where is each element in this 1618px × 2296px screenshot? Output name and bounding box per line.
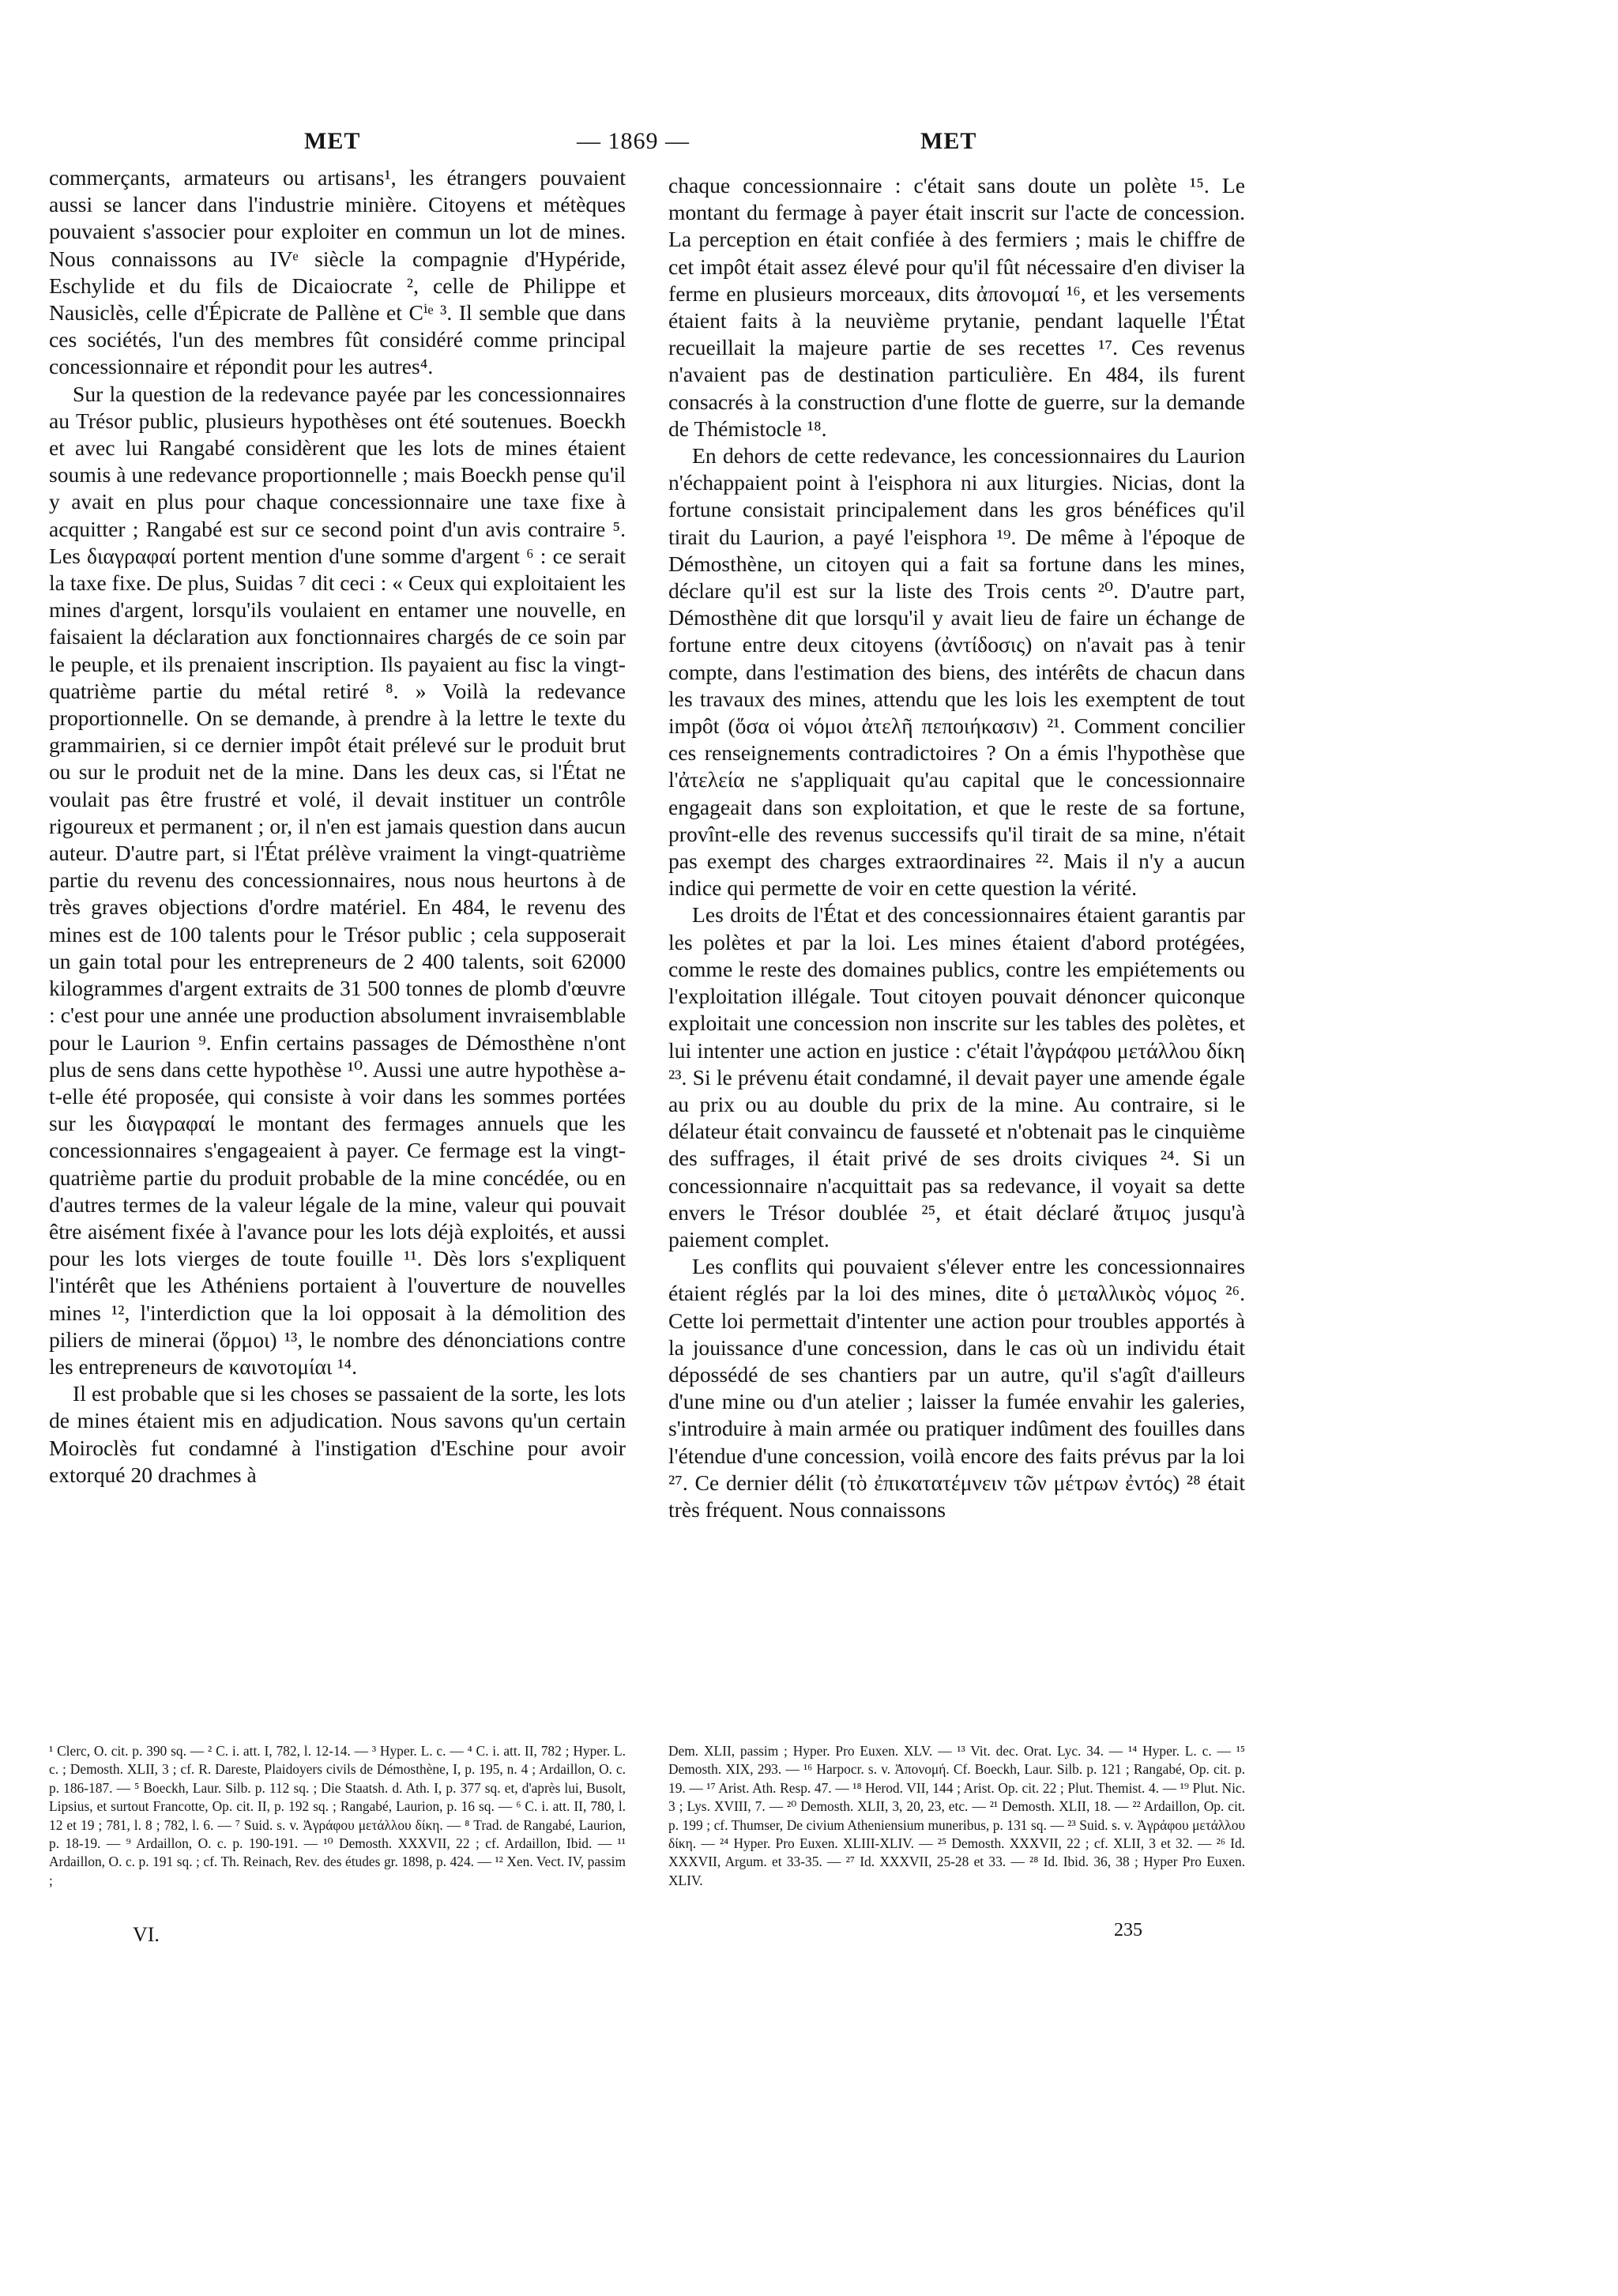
page-number-header: — 1869 — [577, 128, 690, 154]
running-head-left: MET [304, 128, 361, 154]
running-head-right: MET [920, 128, 977, 154]
paragraph: Sur la question de la redevance payée par les concessionnaires au Trésor public, plusieurs hypothèses ont été soutenues. Boeckh et avec lui Rangabé considèrent que les lots de mines étaient soumis à une redevance proportionnelle ; mais Boeckh pense qu'il y avait en plus pour chaque concessionnaire une taxe fixe à acquitter ; Rangabé est sur ce second point d'un avis contraire ⁵. Les διαγραφαί portent mention d'une somme d'argent ⁶ : ce serait la taxe fixe. De plus, Suidas ⁷ dit ceci : « Ceux qui exploitaient les mines d'argent, lorsqu'ils voulaient en entamer une nouvelle, en faisaient la déclaration aux fonctionnaires chargés de ce soin par le peuple, et ils prenaient inscription. Ils payaient au fisc la vingt-quatrième partie du métal retiré ⁸. » Voilà la redevance proportionnelle. On se demande, à prendre à la lettre le texte du grammairien, si ce dernier impôt était prélevé sur le produit brut ou sur le produit net de la mine. Dans les deux cas, si l'État ne voulait pas être frustré et volé, il devait instituer un contrôle rigoureux et permanent ; or, il n'en est jamais question dans aucun auteur. D'autre part, si l'État prélève vraiment la vingt-quatrième partie du revenu des concessionnaires, nous nous heurtons à de très graves objections d'ordre matériel. En 484, le revenu des mines est de 100 talents pour le Trésor public ; cela supposerait un gain total pour les entrepreneurs de 2 400 talents, soit 62000 kilogrammes d'argent extraits de 31 500 tonnes de plomb d'œuvre : c'est pour une année une production absolument invraisemblable pour le Laurion ⁹. Enfin certains passages de Démosthène n'ont plus de sens dans cette hypothèse ¹⁰. Aussi une autre hypothèse a-t-elle été proposée, qui consiste à voir dans les sommes portées sur les διαγραφαί le montant des fermages annuels que les concessionnaires s'engageaient à payer. Ce fermage est la vingt-quatrième partie du produit probable de la mine concédée, ou en d'autres termes de la valeur légale de la mine, valeur qui pouvait être aisément fixée à l'avance pour les lots déjà exploités, et aussi pour les lots vierges de toute fouille ¹¹. Dès lors s'expliquent l'intérêt que les Athéniens portaient à l'ouverture de nouvelles mines ¹², l'interdiction que la loi opposait à la démolition des piliers de minerai (ὅρμοι) ¹³, le nombre des dénonciations contre les entrepreneurs de καινοτομίαι ¹⁴. [49, 381, 626, 1379]
paragraph: Il est probable que si les choses se passaient de la sorte, les lots de mines étaient mis en adjudication. Nous savons qu'un certain Moiroclès fut condamné à l'instigation d'Eschine pour avoir extorqué 20 drachmes à [49, 1381, 626, 1487]
sheet-number: 235 [1114, 1920, 1142, 1940]
paragraph: Les droits de l'État et des concessionnaires étaient garantis par les polètes et par la loi. Les mines étaient d'abord protégées, comme le reste des domaines publics, contre les empiétements ou l'exploitation illégale. Tout citoyen pouvait dénoncer quiconque exploitait une concession non inscrite sur les tables des polètes, et lui intenter une action en justice : c'était l'ἀγράφου μετάλλου δίκη ²³. Si le prévenu était condamné, il devait payer une amende égale au prix ou au double du prix de la mine. Au contraire, si le délateur était convaincu de fausseté et n'obtenait pas le cinquième des suffrages, il était privé de ses droits civiques ²⁴. Si un concessionnaire n'acquittait pas sa redevance, il voyait sa dette envers le Trésor doublée ²⁵, et était déclaré ἄτιμος jusqu'à paiement complet. [668, 902, 1245, 1252]
volume-signature: VI. [133, 1923, 160, 1946]
footnotes-left: ¹ Clerc, O. cit. p. 390 sq. — ² C. i. att. I, 782, l. 12-14. — ³ Hyper. L. c. — ⁴ C. i. att. II, 782 ; Hyper. L. c. ; Demosth. XLII, 3 ; cf. R. Dareste, Plaidoyers civils de Démosthène, I, p. 195, n. 4 ; Ardaillon, O. c. p. 186-187. — ⁵ Boeckh, Laur. Silb. p. 112 sq. ; Die Staatsh. d. Ath. I, p. 377 sq. et, d'après lui, Busolt, Lipsius, et surtout Francotte, Op. cit. II, p. 192 sq. ; Rangabé, Laurion, p. 16 sq. — ⁶ C. i. att. II, 780, l. 12 et 19 ; 781, l. 8 ; 782, l. 6. — ⁷ Suid. s. v. Ἀγράφου μετάλλου δίκη. — ⁸ Trad. de Rangabé, Laurion, p. 18-19. — ⁹ Ardaillon, O. c. p. 190-191. — ¹⁰ Demosth. XXXVII, 22 ; cf. Ardaillon, Ibid. — ¹¹ Ardaillon, O. c. p. 191 sq. ; cf. Th. Reinach, Rev. des études gr. 1898, p. 424. — ¹² Xen. Vect. IV, passim ; [49, 1743, 626, 1888]
paragraph: Les conflits qui pouvaient s'élever entre les concessionnaires étaient réglés par la loi des mines, dite ὁ μεταλλικὸς νόμος ²⁶. Cette loi permettait d'intenter une action pour troubles apportés à la jouissance d'une concession, dans le cas où un individu était dépossédé de ses chantiers par un autre, qu'il s'agît d'ailleurs d'une mine ou d'un atelier ; laisser la fumée envahir les galeries, s'introduire à main armée ou pratiquer indûment des fouilles dans l'étendue d'une concession, voilà encore des faits prévus par la loi ²⁷. Ce dernier délit (τὸ ἐπικατατέμνειν τῶν μέτρων ἐντός) ²⁸ était très fréquent. Nous connaissons [668, 1254, 1245, 1522]
paragraph: chaque concessionnaire : c'était sans doute un polète ¹⁵. Le montant du fermage à payer était inscrit sur l'acte de concession. La perception en était confiée à des fermiers ; mais le chiffre de cet impôt était assez élevé pour qu'il fût nécessaire d'en diviser la ferme en plusieurs morceaux, dits ἀπονομαί ¹⁶, et les versements étaient faits à la neuvième prytanie, pendant laquelle l'État recueillait la majeure partie de ses recettes ¹⁷. Ces revenus n'avaient pas de destination particulière. En 484, ils furent consacrés à la construction d'une flotte de guerre, sur la demande de Thémistocle ¹⁸. [668, 173, 1245, 441]
footnotes-right: Dem. XLII, passim ; Hyper. Pro Euxen. XLV. — ¹³ Vit. dec. Orat. Lyc. 34. — ¹⁴ Hyper. L. c. — ¹⁵ Demosth. XIX, 293. — ¹⁶ Harpocr. s. v. Ἀπονομή. Cf. Boeckh, Laur. Silb. p. 121 ; Rangabé, Op. cit. p. 19. — ¹⁷ Arist. Ath. Resp. 47. — ¹⁸ Herod. VII, 144 ; Arist. Op. cit. 22 ; Plut. Themist. 4. — ¹⁹ Plut. Nic. 3 ; Lys. XVIII, 7. — ²⁰ Demosth. XLII, 3, 20, 23, etc. — ²¹ Demosth. XLII, 18. — ²² Ardaillon, Op. cit. p. 199 ; cf. Thumser, De civium Atheniensium muneribus, p. 131 sq. — ²³ Suid. s. v. Ἀγράφου μετάλλου δίκη. — ²⁴ Hyper. Pro Euxen. XLIII-XLIV. — ²⁵ Demosth. XXXVII, 22 ; cf. XLII, 3 et 32. — ²⁶ Id. XXXVII, Argum. et 33-35. — ²⁷ Id. XXXVII, 25-28 et 33. — ²⁸ Id. Ibid. 36, 38 ; Hyper Pro Euxen. XLIV. [668, 1743, 1245, 1888]
paragraph: commerçants, armateurs ou artisans¹, les étrangers pouvaient aussi se lancer dans l'industrie minière. Citoyens et métèques pouvaient s'associer pour exploiter en commun un lot de mines. Nous connaissons au IVᵉ siècle la compagnie d'Hypéride, Eschylide et du fils de Dicaiocrate ², celle de Philippe et Nausiclès, celle d'Épicrate de Pallène et Cⁱᵉ ³. Il semble que dans ces sociétés, l'un des membres fût considéré comme principal concessionnaire et répondit pour les autres⁴. [49, 165, 626, 379]
left-column [49, 164, 626, 1489]
right-column [668, 172, 1245, 1523]
paragraph: En dehors de cette redevance, les concessionnaires du Laurion n'échappaient point à l'eisphora ni aux liturgies. Nicias, dont la fortune consistait principalement dans les gros bénéfices qu'il tirait du Laurion, a payé l'eisphora ¹⁹. De même à l'époque de Démosthène, un citoyen qui a fait sa fortune dans les mines, déclare qu'il est sur la liste des Trois cents ²⁰. D'autre part, Démosthène dit que lorsqu'il y avait lieu de faire un échange de fortune entre deux citoyens (ἀντίδοσις) on n'avait pas à tenir compte, dans l'estimation des biens, des intérêts de chacun dans les travaux des mines, attendu que les lois les exemptent de tout impôt (ὅσα οἱ νόμοι ἀτελῆ πεποιήκασιν) ²¹. Comment concilier ces renseignements contradictoires ? On a émis l'hypothèse que l'ἀτελεία ne s'appliquait qu'au capital que le concessionnaire engageait dans son exploitation, et que le reste de sa fortune, provînt-elle des revenus successifs qu'il tirait de sa mine, n'était pas exempt des charges extraordinaires ²². Mais il n'y a aucun indice qui permette de voir en cette question la vérité. [668, 443, 1245, 901]
